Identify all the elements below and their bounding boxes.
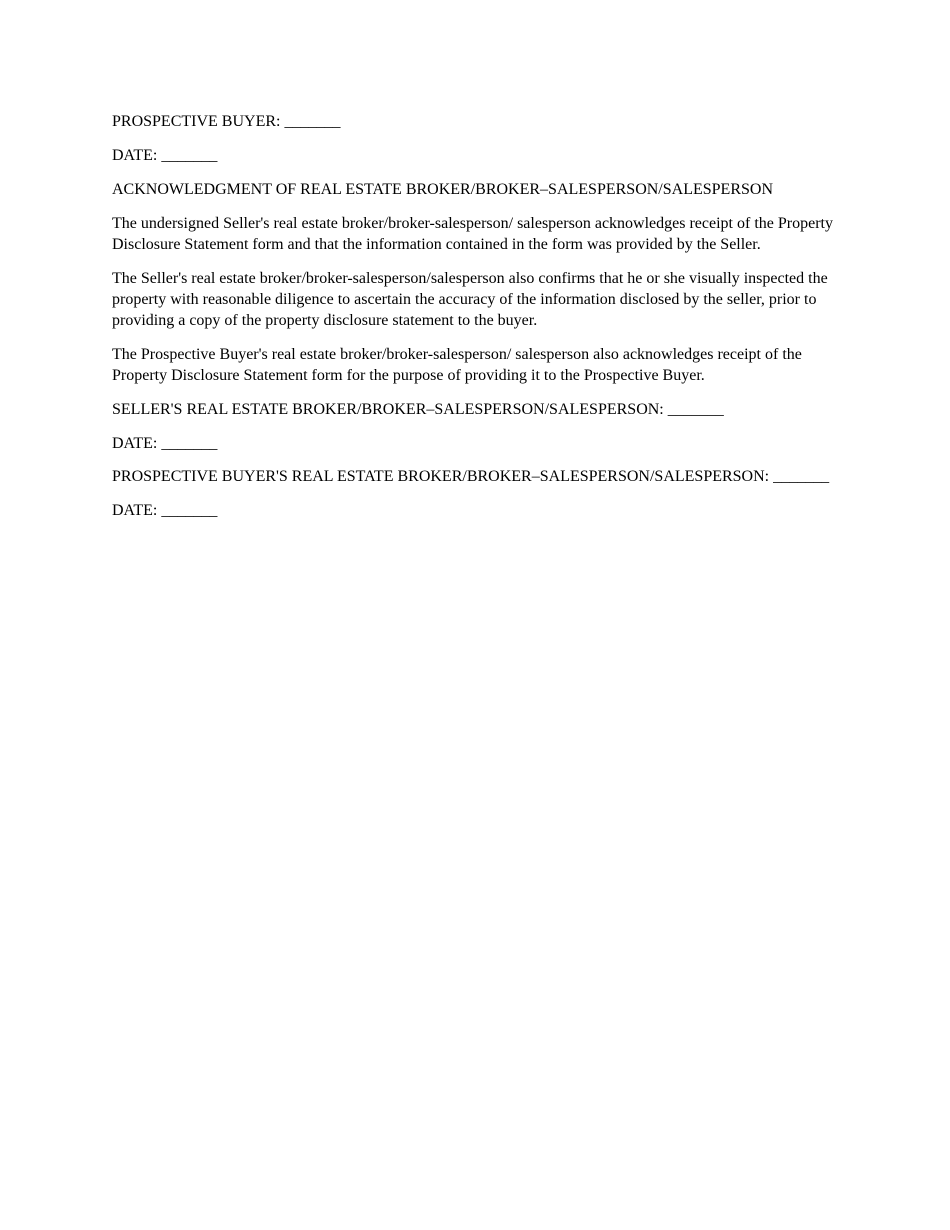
date-line-2: DATE: _______ — [112, 435, 218, 452]
prospective-buyer-line: PROSPECTIVE BUYER: _______ — [112, 113, 341, 130]
date-line-1: DATE: _______ — [112, 147, 218, 164]
seller-broker-signature-line: SELLER'S REAL ESTATE BROKER/BROKER–SALESPERSON/SALESPERSON: _______ — [112, 401, 724, 418]
paragraph-buyer-receipt: The Prospective Buyer's real estate broker/broker-salesperson/ salesperson also acknowledges receipt of the Property Disclosure Statement form for the purpose of providing it to the Prospective Buyer. — [112, 346, 802, 384]
acknowledgment-heading: ACKNOWLEDGMENT OF REAL ESTATE BROKER/BROKER–SALESPERSON/SALESPERSON — [112, 181, 773, 198]
paragraph-inspection: The Seller's real estate broker/broker-salesperson/salesperson also confirms that he or she visually inspected the property with reasonable diligence to ascertain the accuracy of the information disclosed by the seller, prior to providing a copy of the property disclosure statement to the buyer. — [112, 270, 828, 329]
date-line-3: DATE: _______ — [112, 502, 218, 519]
buyer-broker-signature-line: PROSPECTIVE BUYER'S REAL ESTATE BROKER/BROKER–SALESPERSON/SALESPERSON: _______ — [112, 468, 830, 485]
paragraph-receipt: The undersigned Seller's real estate broker/broker-salesperson/ salesperson acknowledges receipt of the Property Disclosure Statement form and that the information contained in the form was provided by the Seller. — [112, 215, 833, 253]
document-body — [112, 111, 842, 534]
